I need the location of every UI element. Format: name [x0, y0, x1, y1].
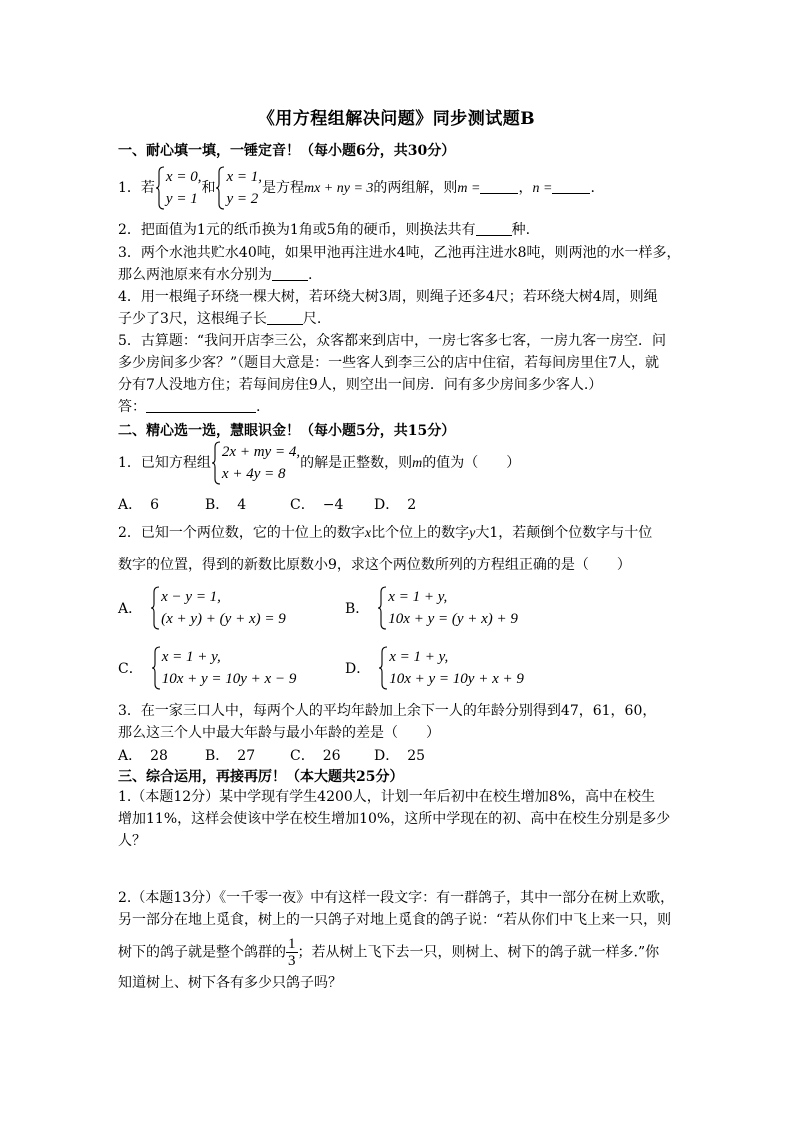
fraction-denominator: 3 — [288, 953, 296, 969]
s3q2-text-b: ；若从树上飞下去一只，则树上、树下的鸽子就一样多.”你 — [297, 944, 660, 961]
system-b-row-2: y = 2 — [226, 191, 259, 207]
q2-text: 2．把面值为1元的纸币换为1角或5角的硬币，则换法共有 — [118, 222, 476, 238]
q1-equation: mx + ny = 3 — [303, 181, 374, 196]
s2q2-option-c[interactable] — [118, 646, 296, 690]
q1-text: 是方程 — [261, 180, 304, 196]
section-3-header: 三、综合运用，再接再厉！（本大题共25分） — [118, 769, 404, 785]
s3-q1-line-3: 人？ — [118, 833, 146, 849]
system-a-row-2: y = 1 — [165, 191, 198, 207]
q1-end: . — [590, 180, 595, 196]
section-1-header: 一、耐心填一填，一锤定音！（每小题6分，共30分） — [118, 143, 456, 159]
section-2-header: 二、精心选一选，慧眼识金！（每小题5分，共15分） — [118, 423, 456, 439]
system-row-1: x = 1 + y, — [161, 649, 221, 665]
system-a-row-1: x = 0, — [165, 169, 202, 185]
q2-end: 种. — [511, 222, 531, 238]
option-value: −4 — [322, 497, 344, 513]
system-row-1: x − y = 1, — [161, 589, 221, 605]
system-b — [215, 166, 262, 210]
s2q2-y: y — [469, 526, 476, 541]
s2-question-1 — [118, 441, 520, 485]
answer-blank-q2[interactable] — [476, 221, 512, 236]
q3-text: 那么两池原来有水分别为 — [118, 267, 272, 283]
option-system — [377, 586, 518, 630]
s3-q1-line-2: 增加11%，这样会使该中学在校生增加10%，这所中学现在的初、高中在校生分别是多少 — [118, 811, 671, 827]
option-value: 2 — [407, 497, 417, 513]
s2q1-option-d[interactable] — [374, 494, 416, 514]
fraction-numerator: 1 — [288, 936, 296, 952]
s1-q5-line-1: 5．古算题：“我问开店李三公，众客都来到店中，一房七客多七客，一房九客一房空．问 — [118, 333, 667, 349]
option-label: D． — [374, 748, 400, 764]
s2-q2-line-1 — [118, 524, 652, 543]
system-row-2: 10x + y = 10y + x + 9 — [389, 671, 524, 687]
s2-q3-line-1: 3．在一家三口人中，每两个人的平均年龄加上余下一人的年龄分别得到47，61，60， — [118, 703, 657, 719]
q1-and: 和 — [201, 180, 216, 196]
page-title: 《用方程组解决问题》同步测试题B — [257, 109, 536, 129]
s3-q2-line-1: 2.（本题13分）《一千零一夜》中有这样一段文字：有一群鸽子，其中一部分在树上欢歌， — [118, 890, 675, 906]
system-row-2: 10x + y = 10y + x − 9 — [161, 671, 297, 687]
option-label: B． — [205, 497, 230, 513]
s1-q5-answer — [118, 398, 260, 416]
s1-question-1 — [118, 166, 595, 210]
s2q2-option-a[interactable] — [118, 586, 286, 630]
answer-blank-q3[interactable] — [272, 266, 308, 281]
option-system — [378, 646, 524, 690]
s2q1-option-b[interactable] — [205, 494, 246, 514]
s3q2-text-a: 树下的鸽子就是整个鸽群的 — [118, 944, 286, 961]
s2q3-option-a[interactable] — [118, 745, 168, 765]
s2-q2-line-2: 数字的位置，得到的新数比原数小9，求这个两位数所列的方程组正确的是（ ） — [118, 557, 631, 573]
option-label: C． — [290, 748, 315, 764]
option-value: 27 — [237, 748, 256, 764]
fraction-one-third — [286, 936, 298, 969]
s2q2-option-d[interactable] — [345, 646, 524, 690]
option-label: B． — [345, 601, 370, 617]
option-value: 6 — [150, 497, 160, 513]
s3-q2-line-2: 另一部分在地上觅食，树上的一只鸽子对地上觅食的鸽子说：“若从你们中飞上来一只，则 — [118, 912, 672, 928]
s2q1-m: m — [412, 456, 423, 471]
option-value: 28 — [150, 748, 168, 764]
system-row-2: (x + y) + (y + x) = 9 — [161, 611, 286, 627]
s2q1-text-2: 的值为（ ） — [422, 455, 521, 471]
option-value: 25 — [407, 748, 426, 764]
s2q2-option-b[interactable] — [345, 586, 518, 630]
system-row-1: x = 1 + y, — [389, 649, 449, 665]
system-b-row-1: x = 1, — [226, 169, 262, 185]
s1-q5-line-2: 多少房间多少客？”（题目大意是：一些客人到李三公的店中住宿，若每间房里住7人，就 — [118, 355, 660, 371]
s2q1-option-a[interactable] — [118, 494, 159, 514]
s2q1-system — [211, 441, 300, 485]
q4-text: 子少了3尺，这根绳子长 — [118, 311, 267, 327]
s2q1-system-row-2: x + 4y = 8 — [221, 466, 286, 482]
q1-separator: ， — [518, 180, 533, 196]
m-label: m = — [457, 181, 481, 196]
s2q2-text-c: 大1，若颠倒个位数字与十位 — [475, 525, 653, 541]
option-label: C． — [290, 497, 315, 513]
s3-q2-line-4: 知道树上、树下各有多少只鸽子吗？ — [118, 975, 342, 991]
s2q2-text-a: 2．已知一个两位数，它的十位上的数字 — [118, 525, 365, 541]
option-label: A． — [118, 748, 143, 764]
option-label: A． — [118, 497, 143, 513]
s2q1-system-row-1: 2x + my = 4, — [221, 444, 301, 460]
s2q1-option-c[interactable] — [290, 494, 343, 514]
option-label: D． — [345, 661, 371, 677]
answer-blank-q4[interactable] — [267, 310, 303, 325]
option-label: B． — [205, 748, 230, 764]
s3-q1-line-1: 1.（本题12分）某中学现有学生4200人，计划一年后初中在校生增加8%，高中在校生 — [118, 789, 656, 805]
s2q1-prefix: 1．已知方程组 — [118, 455, 211, 471]
s2q2-text-b: 比个位上的数字 — [371, 525, 470, 541]
q4-end: 尺. — [302, 311, 322, 327]
answer-blank-q5[interactable] — [146, 398, 256, 413]
s1-q3-line-2 — [118, 266, 312, 284]
s1-q4-line-1: 4．用一根绳子环绕一棵大树，若环绕大树3周，则绳子还多4尺；若环绕大树4周，则绳 — [118, 289, 658, 305]
option-label: C． — [118, 661, 143, 677]
s1-q4-line-2 — [118, 310, 321, 328]
s2q1-text: 的解是正整数，则 — [300, 455, 413, 471]
q1-text-2: 的两组解，则 — [373, 180, 458, 196]
s3-q2-line-3 — [118, 936, 659, 969]
option-value: 26 — [322, 748, 341, 764]
n-label: n = — [532, 181, 553, 196]
option-label: A． — [118, 601, 143, 617]
s1-question-2 — [118, 221, 530, 239]
system-row-2: 10x + y = (y + x) + 9 — [388, 611, 518, 627]
s2-q3-line-2: 那么这三个人中最大年龄与最小年龄的差是（ ） — [118, 725, 440, 741]
s2q3-option-c[interactable] — [290, 745, 341, 765]
system-a — [155, 166, 202, 210]
option-label: D． — [374, 497, 400, 513]
s2q3-option-b[interactable] — [205, 745, 255, 765]
option-system — [150, 586, 286, 630]
q3-end: . — [308, 267, 313, 283]
system-row-1: x = 1 + y, — [388, 589, 448, 605]
s1-q3-line-1: 3．两个水池共贮水40吨，如果甲池再注进水4吨，乙池再注进水8吨，则两池的水一样多， — [118, 245, 681, 261]
q5-end: . — [256, 399, 261, 415]
s2q3-option-d[interactable] — [374, 745, 425, 765]
answer-blank-n[interactable] — [552, 179, 590, 194]
answer-blank-m[interactable] — [480, 179, 518, 194]
option-value: 4 — [237, 497, 247, 513]
q1-prefix: 1．若 — [118, 180, 155, 196]
s2q2-x: x — [364, 526, 372, 541]
s1-q5-line-3: 分有7人没地方住；若每间房住9人，则空出一间房．问有多少房间多少客人.） — [118, 377, 603, 393]
option-system — [151, 646, 297, 690]
answer-label: 答： — [118, 399, 146, 415]
